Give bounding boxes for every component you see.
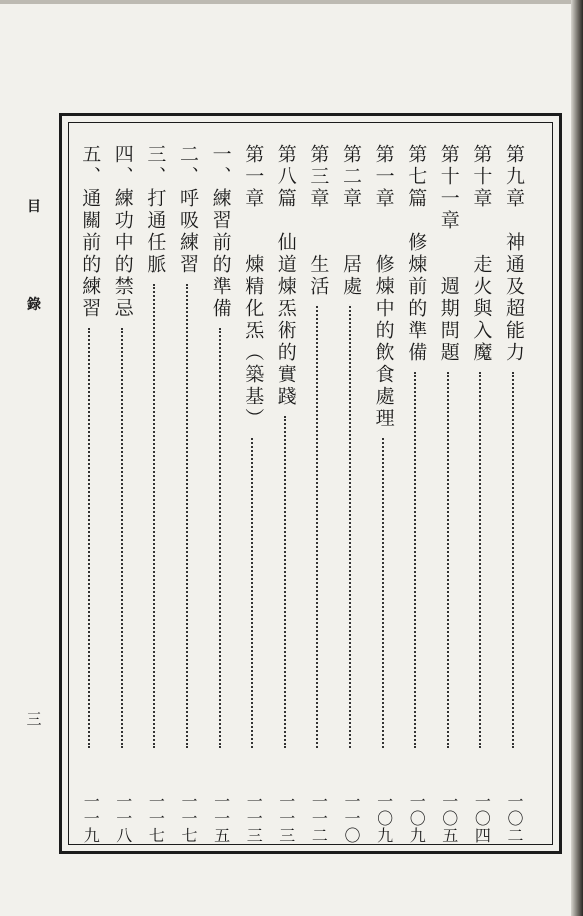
dot-leader — [316, 306, 318, 748]
entry-page-number: 一一三 — [276, 793, 296, 844]
toc-entry — [176, 144, 200, 844]
entry-page-number: 一〇九 — [407, 793, 427, 844]
entry-page-number: 一一七 — [146, 793, 166, 844]
toc-entry — [78, 144, 102, 844]
toc-entry — [241, 144, 265, 844]
entry-title: 第七篇 修煉前的準備 — [405, 144, 428, 364]
entry-page-number: 一〇二 — [505, 793, 524, 844]
entry-title: 四、練功中的禁忌 — [111, 144, 134, 320]
entry-title: 三、打通任脈 — [144, 144, 167, 276]
dot-leader — [153, 284, 155, 748]
entry-page-number: 一一三 — [244, 793, 264, 844]
page-top-edge — [0, 0, 583, 4]
entry-title: 第十一章 週期問題 — [437, 144, 460, 364]
entry-title: 第九章 神通及超能力 — [503, 144, 525, 364]
book-spine-edge — [571, 0, 583, 916]
toc-entry — [306, 144, 330, 844]
entry-title: 第二章 居處 — [340, 144, 362, 298]
dot-leader — [382, 438, 384, 748]
toc-entry — [339, 144, 363, 844]
dot-leader — [121, 328, 123, 748]
toc-entry — [404, 144, 428, 844]
entry-title: 二、呼吸練習 — [177, 144, 199, 276]
toc-entry — [209, 144, 233, 844]
toc-entry — [502, 144, 526, 844]
toc-frame — [59, 113, 562, 854]
entry-page-number: 一一二 — [309, 793, 329, 844]
entry-page-number: 一一〇 — [342, 793, 361, 844]
toc-entry — [469, 144, 493, 844]
running-title-lu: 錄 — [27, 297, 41, 313]
toc-entry — [111, 144, 135, 844]
running-title-mu: 目 — [27, 199, 41, 215]
dot-leader — [447, 372, 449, 748]
toc-entry — [437, 144, 461, 844]
entry-page-number: 一〇四 — [472, 793, 492, 844]
toc-columns — [62, 116, 559, 851]
entry-page-number: 一〇五 — [439, 793, 459, 844]
entry-title: 一、練習前的準備 — [209, 144, 232, 320]
entry-title: 第一章 煉精化炁（築基） — [242, 144, 265, 430]
entry-page-number: 一一七 — [179, 793, 198, 844]
toc-entry — [143, 144, 167, 844]
dot-leader — [88, 328, 90, 748]
page-number: 三 — [26, 710, 42, 728]
dot-leader — [284, 416, 286, 748]
dot-leader — [349, 306, 351, 748]
toc-entry — [372, 144, 396, 844]
entry-page-number: 一一八 — [113, 793, 133, 844]
entry-page-number: 一〇九 — [374, 793, 394, 844]
entry-title: 第八篇 仙道煉炁術的實踐 — [274, 144, 297, 408]
dot-leader — [251, 438, 253, 748]
entry-title: 第一章 修煉中的飲食處理 — [372, 144, 395, 430]
entry-page-number: 一一五 — [211, 793, 231, 844]
entry-title: 五、通關前的練習 — [79, 144, 102, 320]
entry-title: 第三章 生活 — [307, 144, 330, 298]
dot-leader — [512, 372, 514, 748]
dot-leader — [479, 372, 481, 748]
entry-page-number: 一一九 — [81, 793, 101, 844]
dot-leader — [219, 328, 221, 748]
toc-entry — [274, 144, 298, 844]
dot-leader — [414, 372, 416, 748]
entry-title: 第十章 走火與入魔 — [470, 144, 493, 364]
dot-leader — [186, 284, 188, 748]
